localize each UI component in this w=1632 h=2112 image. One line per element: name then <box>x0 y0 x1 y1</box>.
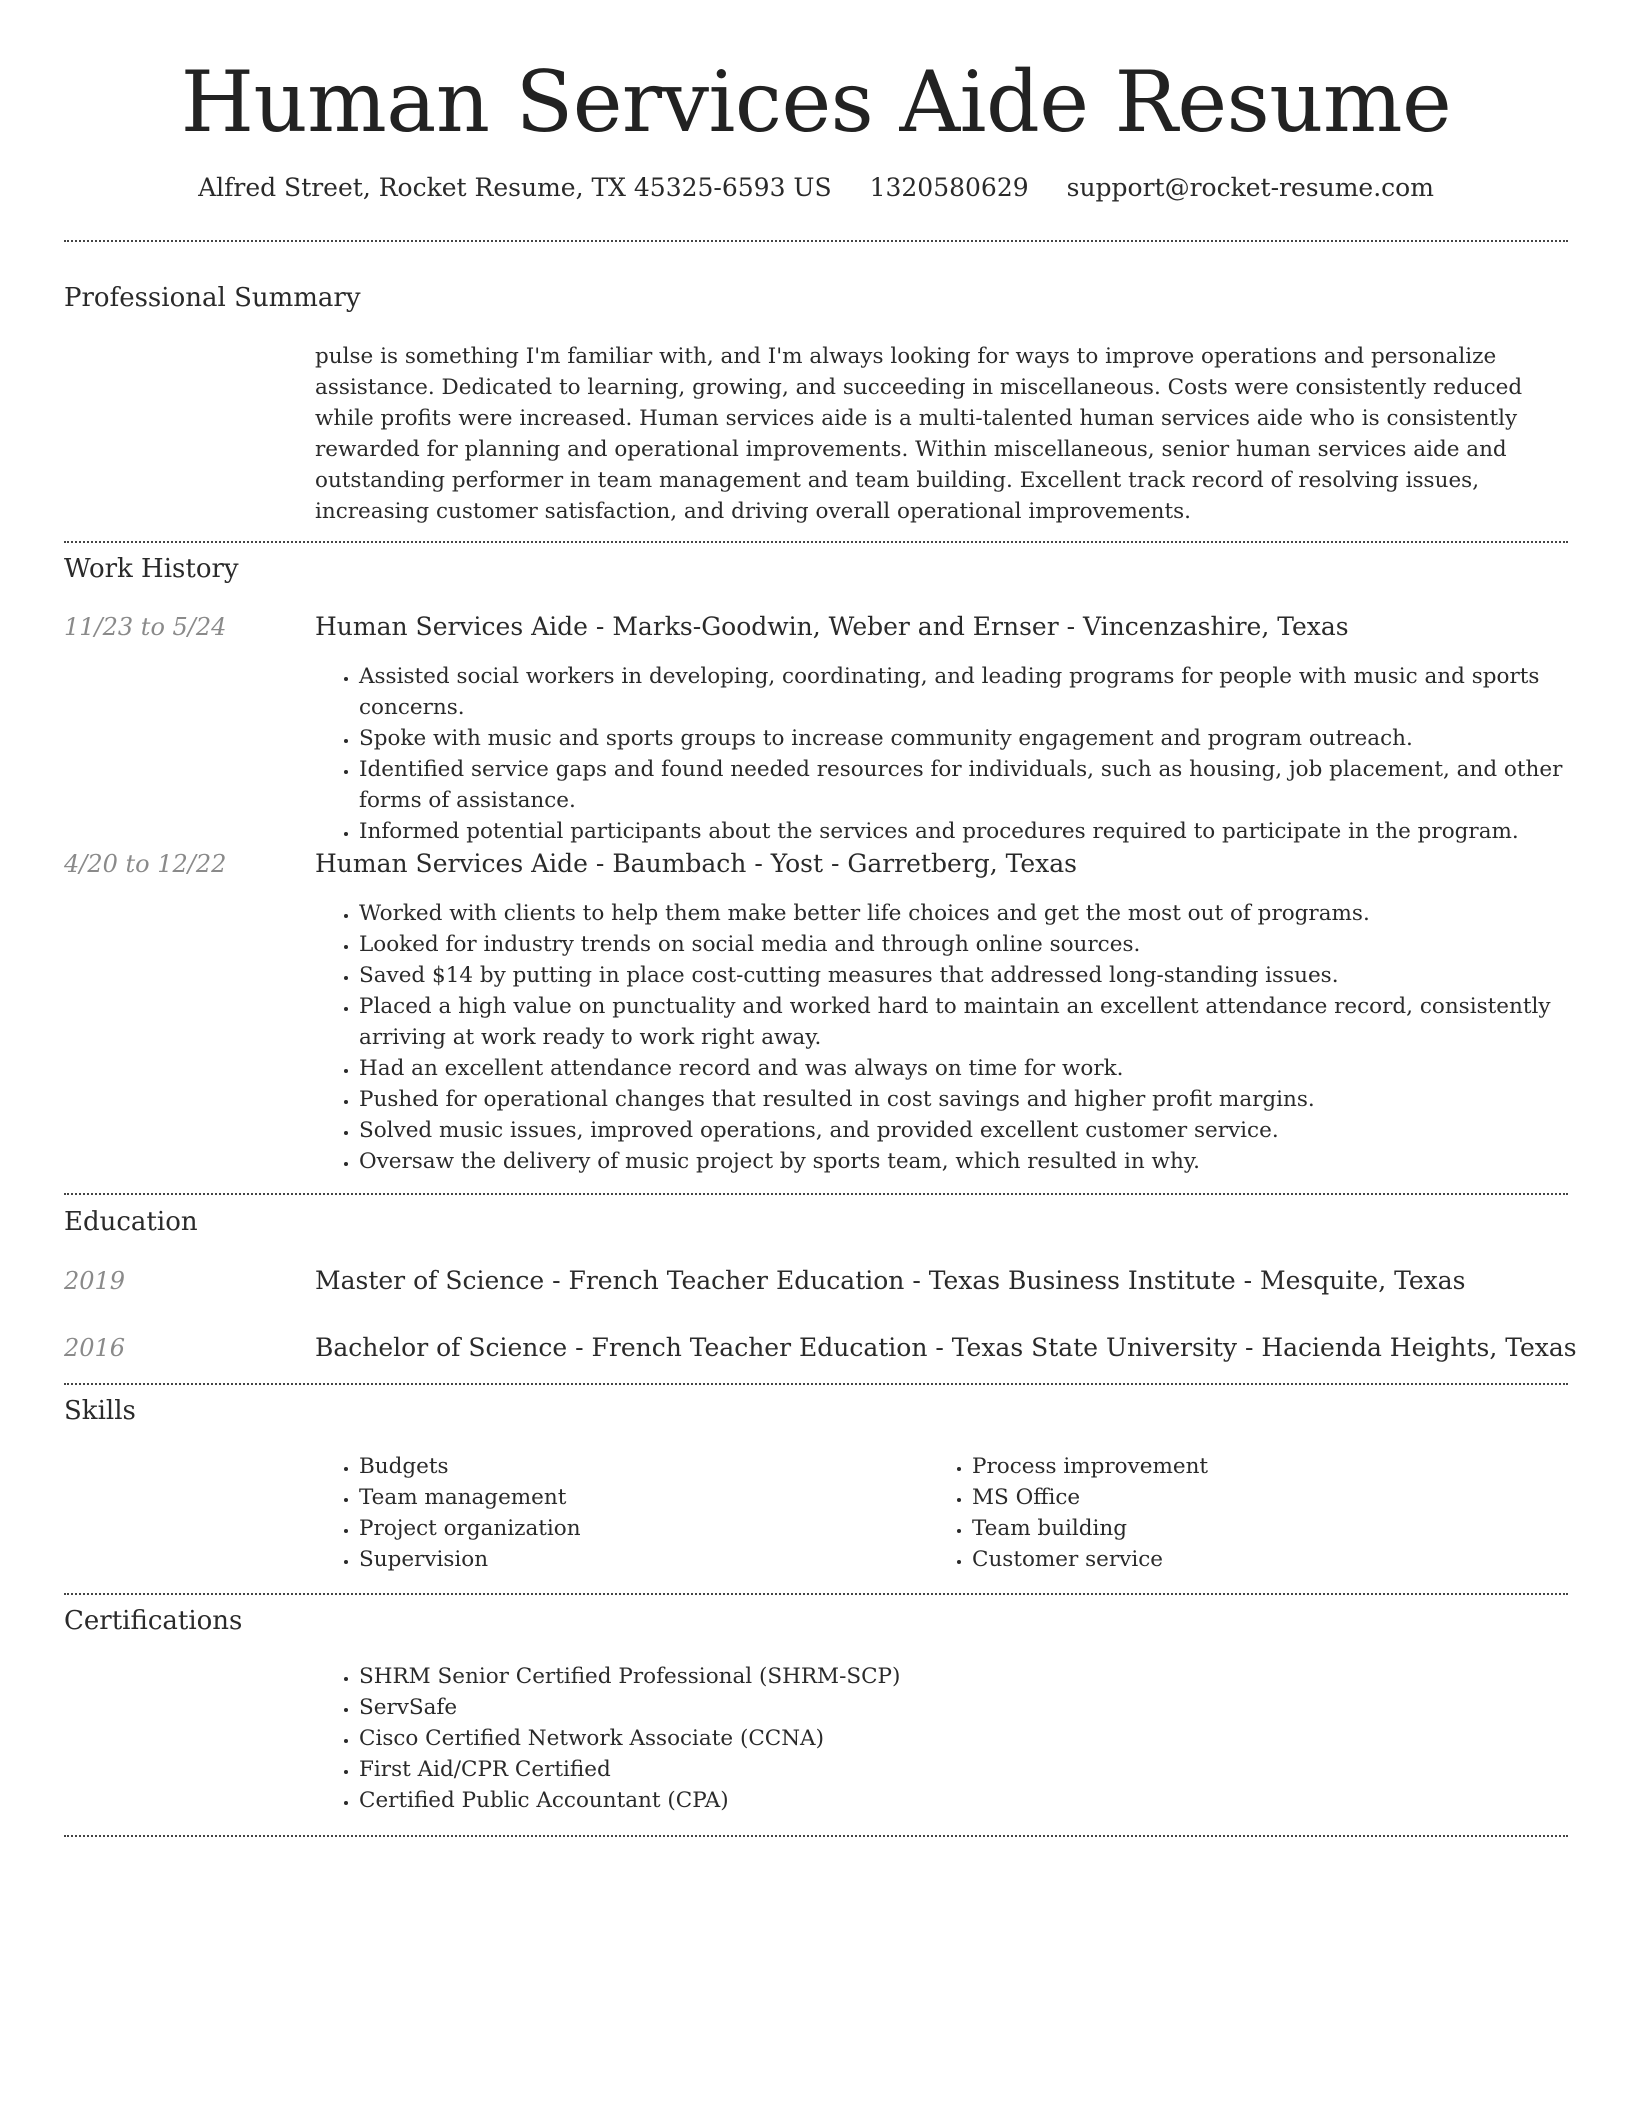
skill-item: • MS Office <box>972 1482 1572 1513</box>
skills-list-right <box>928 1451 1572 1575</box>
section-divider <box>64 1835 1568 1837</box>
contact-line <box>0 170 1632 206</box>
education-year: 2019 <box>64 1267 126 1295</box>
skill-item: • Process improvement <box>972 1451 1572 1482</box>
duty-item: • Saved $14 by putting in place cost-cutting measures that addressed long-standing issues. <box>359 960 1614 991</box>
duty-item: • Spoke with music and sports groups to increase community engagement and program outreach. <box>359 723 1614 754</box>
education-year: 2016 <box>64 1334 126 1362</box>
section-divider <box>64 1193 1568 1195</box>
duty-item: • Looked for industry trends on social media and through online sources. <box>359 929 1614 960</box>
contact-address: Alfred Street, Rocket Resume, TX 45325-6593 US <box>198 173 832 202</box>
duty-item: • Informed potential participants about the services and procedures required to participate in the program. <box>359 816 1614 847</box>
job-title: Human Services Aide - Baumbach - Yost - Garretberg, Texas <box>315 849 1077 878</box>
certification-item: • First Aid/CPR Certified <box>359 1754 1614 1785</box>
summary-text: pulse is something I'm familiar with, and I'm always looking for ways to improve operations and personalize assistance. Dedicated to learning, growing, and succeeding in miscellaneous. Costs were consistently reduced while profits were increased. Human services aide is a multi-talented human services aide who is consistently rewarded for planning and operational improvements. Within miscellaneous, senior human services aide and outstanding performer in team management and team building. Excellent track record of resolving issues, increasing customer satisfaction, and driving overall operational improvements. <box>315 344 1523 524</box>
certification-item: • SHRM Senior Certified Professional (SHRM-SCP) <box>359 1661 1614 1692</box>
section-divider <box>64 541 1568 543</box>
job-title: Human Services Aide - Marks-Goodwin, Weber and Ernser - Vincenzashire, Texas <box>315 612 1349 641</box>
skill-item: • Budgets <box>359 1451 919 1482</box>
section-divider <box>64 1593 1568 1595</box>
job-duties <box>315 898 1614 1177</box>
duty-item: • Solved music issues, improved operations, and provided excellent customer service. <box>359 1115 1614 1146</box>
section-divider <box>64 240 1568 242</box>
skill-item: • Project organization <box>359 1513 919 1544</box>
skill-item: • Team management <box>359 1482 919 1513</box>
certifications-heading: Certifications <box>64 1606 243 1636</box>
section-divider <box>64 1383 1568 1385</box>
duty-item: • Had an excellent attendance record and was always on time for work. <box>359 1053 1614 1084</box>
certification-item: • ServSafe <box>359 1692 1614 1723</box>
skill-item: • Supervision <box>359 1544 919 1575</box>
skills-heading: Skills <box>64 1396 136 1426</box>
duty-item: • Assisted social workers in developing, coordinating, and leading programs for people with music and sports concerns. <box>359 661 1614 723</box>
duty-item: • Identified service gaps and found needed resources for individuals, such as housing, job placement, and other forms of assistance. <box>359 754 1614 816</box>
duty-item: • Oversaw the delivery of music project by sports team, which resulted in why. <box>359 1146 1614 1177</box>
job-dates: 4/20 to 12/22 <box>64 850 227 878</box>
job-duties <box>315 661 1614 847</box>
certification-item: • Certified Public Accountant (CPA) <box>359 1785 1614 1816</box>
certifications-list <box>315 1661 1614 1816</box>
skill-item: • Customer service <box>972 1544 1572 1575</box>
job-dates: 11/23 to 5/24 <box>64 613 227 641</box>
education-degree: Master of Science - French Teacher Education - Texas Business Institute - Mesquite, Texas <box>315 1266 1466 1295</box>
certification-item: • Cisco Certified Network Associate (CCNA) <box>359 1723 1614 1754</box>
skill-item: • Team building <box>972 1513 1572 1544</box>
duty-item: • Placed a high value on punctuality and worked hard to maintain an excellent attendance record, consistently arriving at work ready to work right away. <box>359 991 1614 1053</box>
resume-title: Human Services Aide Resume <box>180 53 1452 151</box>
education-heading: Education <box>64 1207 198 1237</box>
duty-item: • Worked with clients to help them make better life choices and get the most out of programs. <box>359 898 1614 929</box>
skills-list-left <box>315 1451 919 1575</box>
work-history-heading: Work History <box>64 554 239 584</box>
duty-item: • Pushed for operational changes that resulted in cost savings and higher profit margins. <box>359 1084 1614 1115</box>
education-degree: Bachelor of Science - French Teacher Education - Texas State University - Hacienda Heights, Texas <box>315 1333 1577 1362</box>
contact-email: support@rocket-resume.com <box>1066 173 1434 202</box>
contact-phone: 1320580629 <box>869 173 1029 202</box>
summary-heading: Professional Summary <box>64 283 361 313</box>
